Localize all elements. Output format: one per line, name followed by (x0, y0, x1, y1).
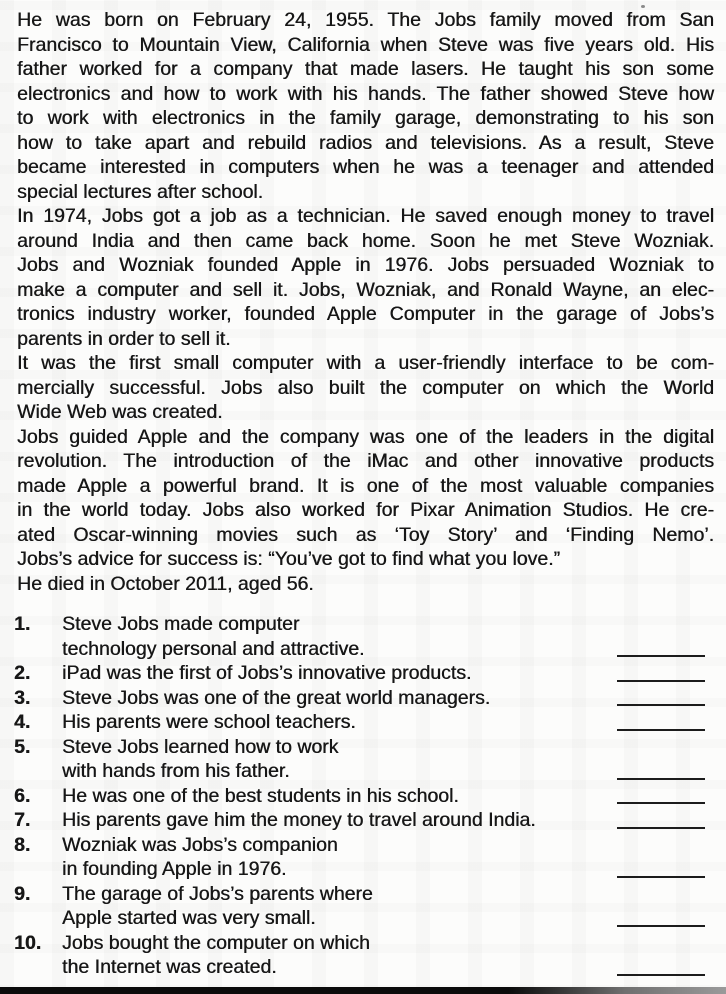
statement-number: 5. (14, 735, 31, 758)
statement-line: The garage of Jobs’s parents where (62, 882, 373, 905)
text-line: Wide Web was created. (17, 401, 223, 423)
statement-line: Steve Jobs was one of the great world managers. (62, 686, 491, 709)
statement-line: iPad was the first of Jobs’s innovative products. (62, 662, 472, 684)
text-line: made Apple a powerful brand. It is one of the most valuable companies (17, 474, 714, 497)
text-line: Francisco to Mountain View, California when Steve was five years old. His (17, 33, 714, 56)
statement-item (14, 612, 705, 661)
paragraph (17, 204, 714, 351)
answer-blank[interactable] (617, 925, 705, 927)
text-line: Jobs’s advice for success is: “You’ve got to find what you love.” (17, 548, 561, 570)
statement-number: 8. (14, 833, 31, 856)
statement-text (62, 833, 609, 882)
statement-line: He was one of the best students in his school. (62, 784, 459, 807)
answer-blank[interactable] (617, 704, 705, 706)
statement-text (62, 612, 609, 661)
text-line: parents in order to sell it. (17, 327, 231, 350)
statement-item (14, 931, 705, 980)
statement-item (14, 808, 705, 833)
text-line: make a computer and sell it. Jobs, Wozniak, and Ronald Wayne, an elec- (17, 278, 714, 301)
text-line: special lectures after school. (17, 180, 264, 203)
statement-number: 1. (14, 613, 31, 635)
paragraph (17, 8, 714, 204)
text-line: It was the first small computer with a user-friendly interface to be com- (17, 352, 714, 374)
statement-line: Steve Jobs made computer (62, 613, 300, 635)
statement-text (62, 710, 609, 735)
statement-text (62, 808, 609, 833)
statement-text (62, 784, 609, 809)
statement-line: in founding Apple in 1976. (62, 858, 287, 880)
text-line: He died in October 2011, aged 56. (17, 572, 314, 595)
text-line: ated Oscar-winning movies such as ‘Toy Story’ and ‘Finding Nemo’. (17, 523, 714, 546)
statement-line: the Internet was created. (62, 956, 277, 978)
statement-item (14, 661, 705, 686)
paragraph (17, 572, 714, 597)
answer-blank[interactable] (617, 729, 705, 731)
statement-item (14, 784, 705, 809)
page-edge-bar (0, 987, 726, 994)
answer-blank[interactable] (617, 876, 705, 878)
statement-number: 6. (14, 784, 31, 807)
statement-text (62, 931, 609, 980)
statement-line: with hands from his father. (62, 760, 290, 782)
text-line: In 1974, Jobs got a job as a technician. He saved enough money to travel (17, 205, 714, 227)
answer-blank[interactable] (617, 802, 705, 804)
statement-line: Jobs bought the computer on which (62, 931, 370, 954)
statement-number: 7. (14, 809, 31, 831)
statement-number: 9. (14, 882, 31, 905)
text-line: electronics and how to work with his hands. The father showed Steve how (17, 82, 714, 105)
statement-line: Wozniak was Jobs’s companion (62, 833, 338, 856)
statement-item (14, 710, 705, 735)
answer-blank[interactable] (617, 827, 705, 829)
statement-item (14, 833, 705, 882)
statement-item (14, 882, 705, 931)
statement-text (62, 882, 609, 931)
statement-line: His parents gave him the money to travel around India. (62, 809, 536, 831)
statement-text (62, 661, 609, 686)
scan-speck (641, 5, 645, 8)
text-line: tronics industry worker, founded Apple Computer in the garage of Jobs’s (17, 303, 714, 325)
text-line: in the world today. Jobs also worked for Pixar Animation Studios. He cre- (17, 499, 714, 521)
answer-blank[interactable] (617, 974, 705, 976)
statement-list (0, 612, 726, 980)
text-line: revolution. The introduction of the iMac and other innovative products (17, 450, 714, 472)
statement-number: 2. (14, 662, 31, 684)
statement-number: 10. (14, 931, 42, 954)
text-line: around India and then came back home. Soon he met Steve Wozniak. (17, 229, 714, 252)
text-line: Jobs guided Apple and the company was one of the leaders in the digital (17, 425, 714, 448)
text-line: Jobs and Wozniak founded Apple in 1976. Jobs persuaded Wozniak to (17, 254, 714, 276)
text-line: how to take apart and rebuild radios and televisions. As a result, Steve (17, 131, 714, 154)
text-line: He was born on February 24, 1955. The Jobs family moved from San (17, 9, 714, 31)
statement-line: Steve Jobs learned how to work (62, 735, 339, 758)
statement-line: His parents were school teachers. (62, 711, 356, 733)
statement-text (62, 735, 609, 784)
answer-blank[interactable] (617, 680, 705, 682)
text-line: mercially successful. Jobs also built the computer on which the World (17, 376, 714, 399)
statement-item (14, 735, 705, 784)
text-line: father worked for a company that made lasers. He taught his son some (17, 58, 714, 80)
statement-text (62, 686, 609, 711)
paragraph (17, 425, 714, 572)
text-line: to work with electronics in the family garage, demonstrating to his son (17, 107, 714, 129)
answer-blank[interactable] (617, 778, 705, 780)
text-line: became interested in computers when he was a teenager and attended (17, 156, 714, 178)
statement-item (14, 686, 705, 711)
answer-blank[interactable] (617, 655, 705, 657)
statement-number: 4. (14, 711, 31, 733)
paragraph (17, 351, 714, 425)
statement-line: Apple started was very small. (62, 907, 316, 929)
statement-line: technology personal and attractive. (62, 637, 365, 660)
statement-number: 3. (14, 686, 31, 709)
